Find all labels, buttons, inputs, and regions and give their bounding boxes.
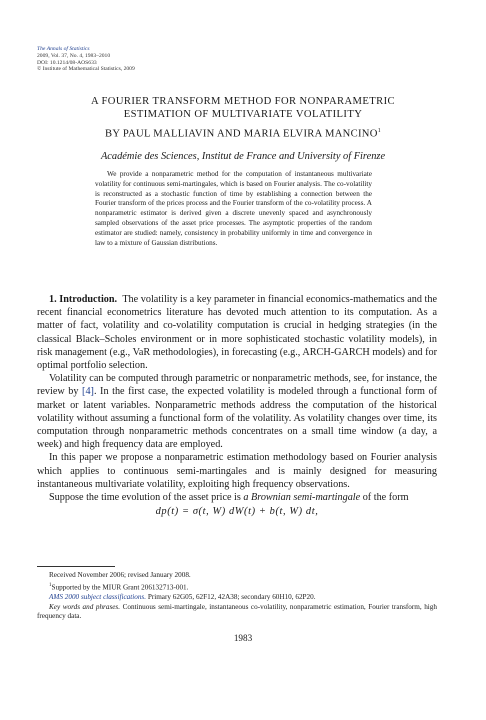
equation: dp(t) = σ(t, W) dW(t) + b(t, W) dt, xyxy=(155,506,319,518)
page-number: 1983 xyxy=(233,633,253,643)
keywords-text: Continuous semi-martingale, instantaneous co-volatility, nonparametric estimation, Fourier transform, high frequency data. xyxy=(37,602,437,621)
paragraph-4-text-a: Suppose the time evolution of the asset price is xyxy=(49,492,244,504)
abstract-text: We provide a nonparametric method for the computation of instantaneous multivariate volatility for continuous semi-martingales, which is based on Fourier analysis. The co-volatility is reconstructed as a stochastic function of time by establishing a connection between the Fourier transform of the prices process and the Fourier transform of the co-volatility process. A nonparametric estimator is derived given a discrete unevenly spaced and asynchronously sampled observations of the asset price processes. The asymptotic properties of the random estimator are studied: namely, consistency in probability uniformly in time and convergence in law to a mixture of Gaussian distributions. xyxy=(95,170,372,247)
main-body xyxy=(37,293,437,518)
journal-doi[interactable]: DOI: 10.1214/08-AOS633 xyxy=(37,59,97,66)
paragraph-1-text: The volatility is a key parameter in financial economics-mathematics and the recent financial econometrics literature has devoted much attention to its computation. As a matter of fact, volatility and co-volatility computation is crucial in hedging strategies (in the classical Black–Scholes environment or in more sophisticated stochastic volatility models), in risk management (e.g., VaR methodologies), in forecasting (e.g., ARCH-GARCH models) and for optimal portfolio selection. xyxy=(37,294,437,372)
ams-classification xyxy=(37,593,437,603)
support-note xyxy=(37,581,437,593)
paper-title xyxy=(0,95,486,121)
paragraph-3: In this paper we propose a nonparametric estimation methodology based on Fourier analysis which applies to continuous semi-martingales and is mainly designed for measuring instantaneous multivariate volatility, exploiting high frequency observations. xyxy=(37,452,437,490)
journal-name[interactable]: The Annals of Statistics xyxy=(37,46,90,52)
support-note-text: Supported by the MIUR Grant 206132713-001. xyxy=(51,583,189,592)
title-line-1: A FOURIER TRANSFORM METHOD FOR NONPARAMETRIC xyxy=(91,96,395,107)
author-names: BY PAUL MALLIAVIN AND MARIA ELVIRA MANCINO xyxy=(104,128,378,140)
journal-volume: 2009, Vol. 37, No. 4, 1983–2010 xyxy=(37,52,111,59)
journal-copyright: © Institute of Mathematical Statistics, 2009 xyxy=(37,66,135,73)
ams-label[interactable]: AMS 2000 subject classifications. xyxy=(49,592,147,601)
journal-header xyxy=(37,46,135,73)
paragraph-1 xyxy=(37,293,437,372)
received-note: Received November 2006; revised January 2008. xyxy=(49,571,191,579)
paragraph-4-emphasis: a Brownian semi-martingale xyxy=(243,492,361,504)
affiliation: Académie des Sciences, Institut de France and University of Firenze xyxy=(100,151,386,162)
footnotes xyxy=(37,571,437,622)
ams-codes: Primary 62G05, 62F12, 42A38; secondary 60H10, 62P20. xyxy=(146,592,316,601)
section-heading: 1. Introduction. xyxy=(49,294,118,305)
paragraph-4 xyxy=(37,491,437,504)
paragraph-2 xyxy=(37,372,437,451)
abstract xyxy=(95,170,372,248)
title-line-2: ESTIMATION OF MULTIVARIATE VOLATILITY xyxy=(123,109,363,120)
paragraph-2-text-a: Volatility can be computed through parametric or nonparametric methods, see, for instance, the review by xyxy=(37,373,437,398)
paragraph-4-text-b: of the form xyxy=(360,492,409,504)
footnote-rule xyxy=(37,566,115,567)
support-note-mark: 1 xyxy=(49,582,52,588)
keywords-note xyxy=(37,603,437,622)
citation-link[interactable]: [4] xyxy=(82,386,94,398)
author-line xyxy=(0,128,486,140)
author-footnote-mark[interactable]: 1 xyxy=(377,128,382,134)
paragraph-2-text-b: . In the first case, the expected volatility is modeled through a functional form of market or latent variables. Nonparametric methods address the computation of the historical volatility without assuming a functional form of the volatility. As volatility changes over time, its computation through nonparametric methods concentrates on a small time window (a day, a week) and high frequency data are employed. xyxy=(37,386,437,451)
keywords-label: Key words and phrases. xyxy=(49,602,121,611)
